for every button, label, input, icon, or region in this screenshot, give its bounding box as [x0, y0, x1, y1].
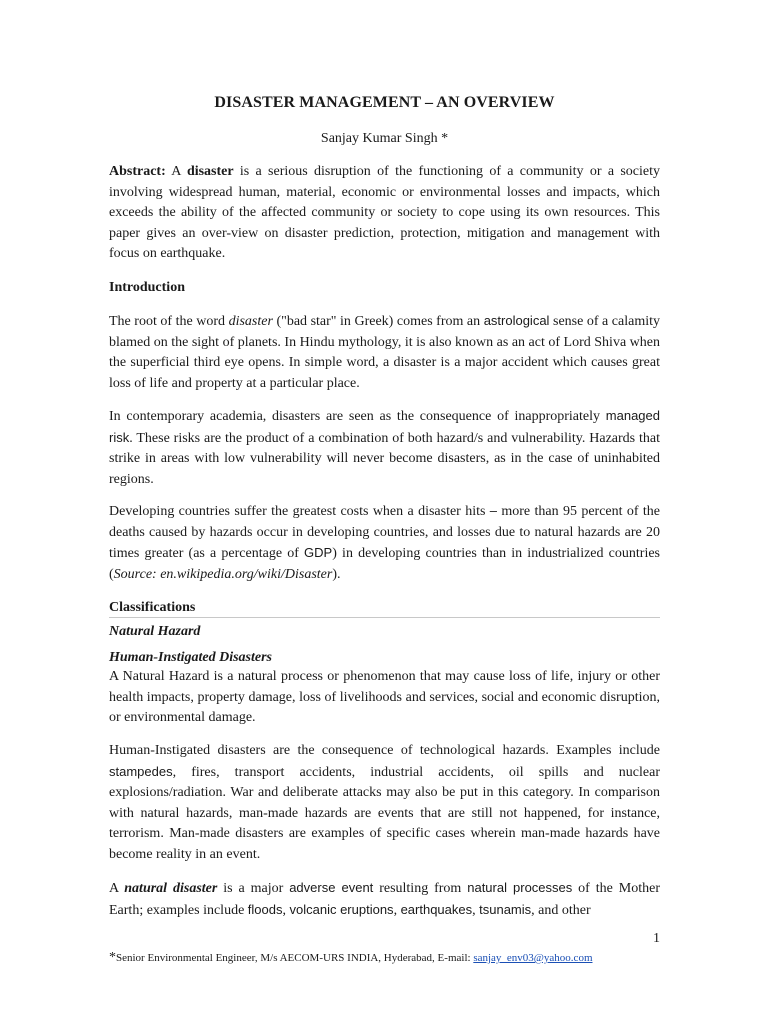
abstract-bold-term: disaster	[186, 164, 234, 179]
tsunamis-link[interactable]: tsunamis	[479, 901, 532, 917]
document-page	[109, 0, 660, 1024]
introduction-paragraph-2: In contemporary academia, disasters are seen as the consequence of inappropriately managed risk. These risks are the product of a combination of both hazard/s and vulnerability. Hazards that strike in areas with low vulnerability will never become disasters, as in the case of uninhabited regions.	[109, 408, 660, 487]
classifications-heading: Classifications	[109, 600, 196, 615]
classifications-paragraph-3: A natural disaster is a major adverse event resulting from natural processes of the Mother Earth; examples include floods, volcanic eruptions, earthquakes, tsunamis, and other	[109, 880, 660, 918]
astrological-link[interactable]: astrological	[483, 313, 550, 328]
introduction-heading: Introduction	[109, 280, 185, 295]
classifications-paragraph-1: A Natural Hazard is a natural process or phenomenon that may cause loss of life, injury or other health impacts, property damage, loss of livelihoods and services, social and economic disruption, or environmental damage.	[109, 669, 660, 726]
abstract-paragraph: Abstract: A disaster is a serious disruption of the functioning of a community or a society involving widespread human, material, economic or environmental losses and impacts, which exceeds the ability of the affected community or society to cope using its own resources. This paper gives an over-view on disaster prediction, protection, mitigation and management with focus on earthquake.	[109, 164, 660, 262]
document-title: DISASTER MANAGEMENT – AN OVERVIEW	[214, 94, 555, 111]
earthquakes-link[interactable]: earthquakes	[400, 901, 473, 917]
adverse-event-link[interactable]: adverse event	[289, 880, 374, 895]
source-citation: Source: en.wikipedia.org/wiki/Disaster	[113, 566, 333, 582]
managed-risk-link[interactable]: managed risk	[109, 408, 660, 445]
natural-hazard-subheading: Natural Hazard	[109, 624, 201, 639]
introduction-paragraph-3: Developing countries suffer the greatest costs when a disaster hits – more than 95 percent of the deaths caused by hazards occur in developing countries, and losses due to natural hazards are 20 times greater (as a percentage of GDP) in developing countries than in industrialized countries (Source: en.wikipedia.org/wiki/Disaster).	[109, 503, 661, 582]
natural-processes-link[interactable]: natural processes	[467, 880, 573, 895]
classifications-paragraph-2: Human-Instigated disasters are the consequence of technological hazards. Examples include stampedes, fires, transport accidents, industrial accidents, oil spills and nuclear explosions/radiation. War and deliberate attacks may also be put in this category. In comparison with natural hazards, man-made hazards are events that are still not happened, for instance, terrorism. Man-made disasters are examples of specific cases wherein man-made hazards have become reality in an event.	[109, 743, 660, 862]
volcanic-eruptions-link[interactable]: volcanic eruptions	[289, 901, 394, 917]
author-line: Sanjay Kumar Singh *	[320, 131, 449, 146]
gdp-link[interactable]: GDP	[304, 545, 333, 561]
stampedes-link[interactable]: stampedes	[109, 763, 173, 779]
email-link[interactable]: sanjay_env03@yahoo.com	[473, 952, 593, 964]
human-instigated-subheading: Human-Instigated Disasters	[109, 650, 272, 665]
floods-link[interactable]: floods	[247, 901, 283, 917]
introduction-paragraph-1: The root of the word disaster ("bad star" in Greek) comes from an astrological sense of a calamity blamed on the sight of planets. In Hindu mythology, it is also known as an act of Lord Shiva when the superficial third eye opens. In simple word, a disaster is a major accident which causes great loss of life and property at a particular place.	[109, 313, 661, 391]
footnote-text: Senior Environmental Engineer, M/s AECOM-URS INDIA, Hyderabad, E-mail:	[116, 952, 474, 964]
footnote-marker: *	[109, 950, 116, 965]
page-number: 1	[653, 931, 660, 946]
section-divider	[109, 617, 660, 618]
footnote	[109, 950, 660, 966]
abstract-label: Abstract:	[109, 164, 166, 179]
